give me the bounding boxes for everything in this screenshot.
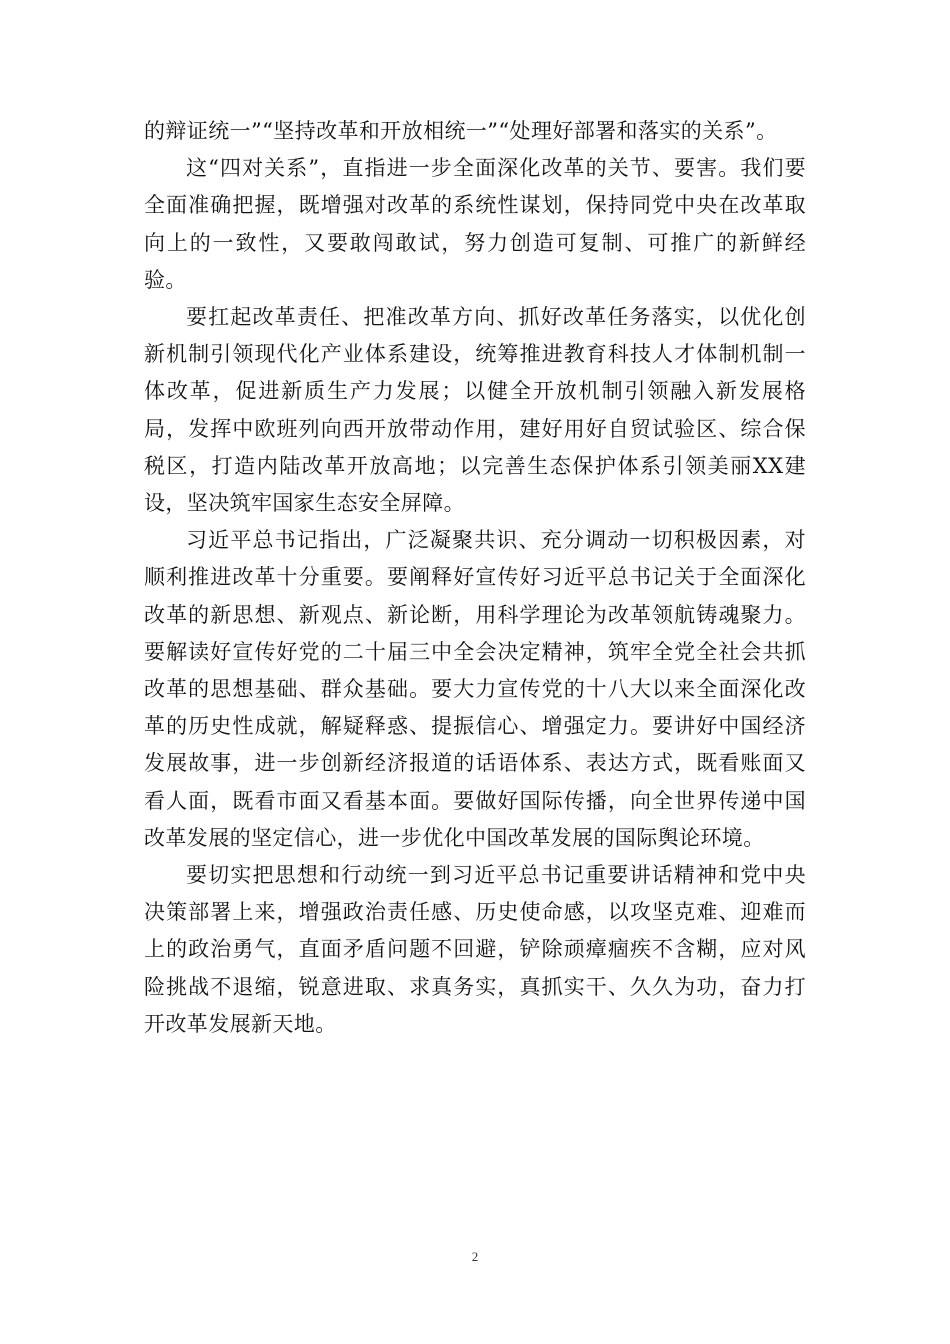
page-number: 2 [471, 1249, 479, 1264]
paragraph-2: 这“四对关系”，直指进一步全面深化改革的关节、要害。我们要全面准确把握，既增强对改革的系统性谋划，保持同党中央在改革取向上的一致性，又要敢闯敢试，努力创造可复制、可推广的新鲜经验。 [144, 156, 806, 292]
paragraph-5: 要切实把思想和行动统一到习近平总书记重要讲话精神和党中央决策部署上来，增强政治责任感、历史使命感，以攻坚克难、迎难而上的政治勇气，直面矛盾问题不回避，铲除顽瘴痼疾不含糊，应对风险挑战不退缩，锐意进取、求真务实，真抓实干、久久为功，奋力打开改革发展新天地。 [144, 863, 806, 1036]
paragraph-3: 要扛起改革责任、把准改革方向、抓好改革任务落实，以优化创新机制引领现代化产业体系建设，统筹推进教育科技人才体制机制一体改革，促进新质生产力发展；以健全开放机制引领融入新发展格局，发挥中欧班列向西开放带动作用，建好用好自贸试验区、综合保税区，打造内陆改革开放高地；以完善生态保护体系引领美丽XX建设，坚决筑牢国家生态安全屏障。 [144, 305, 806, 516]
document-body [144, 113, 806, 1043]
paragraph-4: 习近平总书记指出，广泛凝聚共识、充分调动一切积极因素，对顺利推进改革十分重要。要阐释好宣传好习近平总书记关于全面深化改革的新思想、新观点、新论断，用科学理论为改革领航铸魂聚力。要解读好宣传好党的二十届三中全会决定精神，筑牢全党全社会共抓改革的思想基础、群众基础。要大力宣传党的十八大以来全面深化改革的历史性成就，解疑释惑、提振信心、增强定力。要讲好中国经济发展故事，进一步创新经济报道的话语体系、表达方式，既看账面又看人面，既看市面又看基本面。要做好国际传播，向全世界传递中国改革发展的坚定信心，进一步优化中国改革发展的国际舆论环境。 [144, 528, 806, 850]
paragraph-1: 的辩证统一”“坚持改革和开放相统一”“处理好部署和落实的关系”。 [144, 119, 778, 143]
